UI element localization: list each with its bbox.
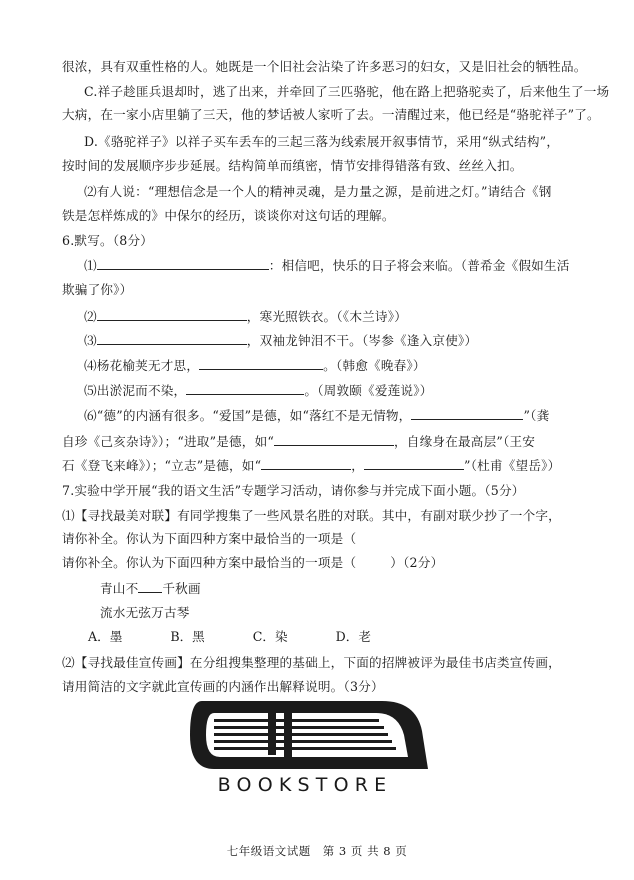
option-b[interactable]: B．黑	[170, 629, 205, 644]
text-line: ⑵【寻找最佳宣传画】在分组搜集整理的基础上，下面的招牌被评为最佳书店类宣传画，	[62, 655, 561, 670]
fill-item: ⑶ ，双袖龙钟泪不干。（岑参《逢入京使》）	[84, 333, 478, 348]
fill-item: ⑵ ，寒光照铁衣。（《木兰诗》）	[84, 309, 408, 324]
answer-blank[interactable]	[97, 331, 247, 345]
answer-blank[interactable]	[199, 356, 323, 370]
fill-item: ⑴ ：相信吧，快乐的日子将会来临。（普希金《假如生活	[84, 258, 570, 273]
answer-blank[interactable]	[411, 406, 523, 420]
option-a[interactable]: A．墨	[88, 629, 123, 644]
fill-item: ⑸出淤泥而不染， 。（周敦颐《爱莲说》）	[84, 383, 433, 398]
text-line: 请你补全。你认为下面四种方案中最恰当的一项是（	[62, 531, 357, 546]
bookstore-logo-text: BOOKSTORE	[217, 774, 393, 796]
text-line: 请用简洁的文字就此宣传画的内涵作出解释说明。（3分）	[62, 679, 384, 694]
text-line: 请你补全。你认为下面四种方案中最恰当的一项是（ ）（2分）	[62, 555, 444, 570]
section-heading: 7.实验中学开展“我的语文生活”专题学习活动，请你参与并完成下面小题。（5分）	[62, 483, 525, 498]
answer-blank[interactable]	[274, 432, 394, 446]
text-line: ⑴【寻找最美对联】有同学搜集了一些风景名胜的对联。其中，有副对联少抄了一个字，	[62, 508, 561, 523]
section-heading: 6.默写。（8分）	[62, 233, 154, 248]
answer-blank[interactable]	[186, 381, 304, 395]
text-line: ⑵有人说：“理想信念是一个人的精神灵魂，是力量之源，是前进之灯。”请结合《钢	[84, 184, 552, 199]
option-list	[88, 628, 415, 646]
text-line: D.《骆驼祥子》以祥子买车丢车的三起三落为线索展开叙事情节，采用“纵式结构”，	[84, 134, 560, 149]
page-footer: 七年级语文试题 第 3 页 共 8 页	[226, 844, 408, 858]
answer-blank[interactable]	[261, 456, 351, 470]
fill-item: 自珍《己亥杂诗》）；“进取”是德，如“ ，自缘身在最高层”（王安	[62, 434, 536, 449]
answer-blank[interactable]	[364, 456, 464, 470]
answer-blank[interactable]	[97, 256, 269, 270]
book-sign-graphic	[184, 693, 434, 777]
option-d[interactable]: D．老	[335, 629, 371, 644]
fill-item: ⑷杨花榆荚无才思， 。（韩愈《晚春》）	[84, 358, 426, 373]
option-c[interactable]: C．染	[252, 629, 288, 644]
fill-item: ⑹“德”的内涵有很多。“爱国”是德，如“落红不是无情物， ”（龚	[84, 408, 550, 423]
fill-item: 石《登飞来峰》）；“立志”是德，如“ ， ”（杜甫《望岳》）	[62, 458, 561, 473]
text-line: 欺骗了你》）	[62, 282, 133, 297]
answer-blank[interactable]	[138, 579, 162, 593]
text-line: C.祥子趁匪兵退却时，逃了出来，并牵回了三匹骆驼，他在路上把骆驼卖了，后来他生了一场	[84, 84, 610, 99]
text-line: 铁是怎样炼成的》中保尔的经历，谈谈你对这句话的理解。	[62, 208, 395, 223]
text-line: 很浓，具有双重性格的人。她既是一个旧社会沾染了许多恶习的妇女，又是旧社会的牺牲品。	[62, 59, 587, 74]
couplet-line: 青山不 千秋画	[100, 581, 201, 596]
text-line: 按时间的发展顺序步步延展。结构简单而缜密，情节安排得错落有致、丝丝入扣。	[62, 158, 523, 173]
text-line: 大病，在一家小店里躺了三天，他的梦话被人家听了去。一清醒过来，他已经是“骆驼祥子”了。	[62, 107, 600, 122]
answer-blank[interactable]	[97, 307, 247, 321]
couplet-line: 流水无弦万古琴	[100, 605, 190, 620]
